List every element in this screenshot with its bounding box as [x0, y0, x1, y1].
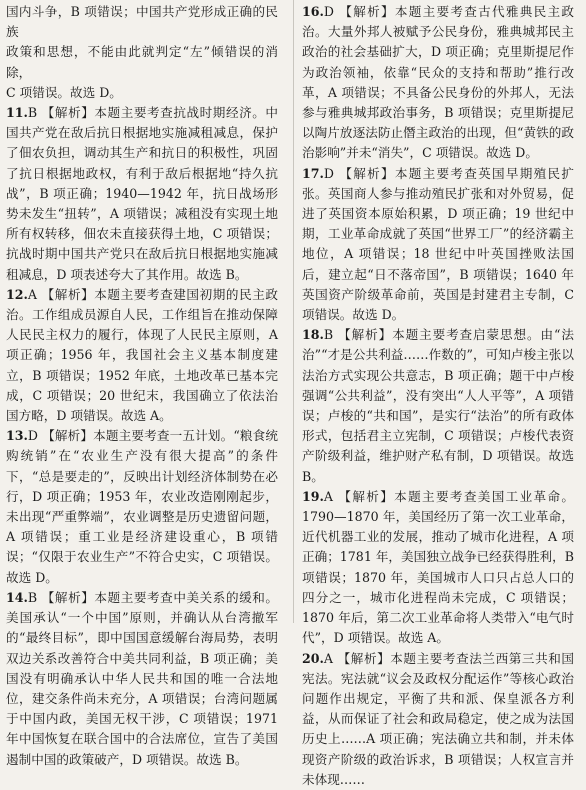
item-answer: B	[27, 105, 38, 121]
continuation-text	[6, 2, 278, 103]
left-column	[6, 2, 278, 770]
answer-item-16	[302, 2, 574, 164]
right-column	[302, 2, 574, 790]
answer-item-17	[302, 164, 574, 326]
item-text: 【解析】本题主要考查古代雅典民主政治。大量外邦人被赋予公民身份，雅典城邦民主政治的社会基础扩大，D 项正确；克里斯提尼作为政治领袖，依靠“民众的支持和帮助”推行改革，A 项错误；不具备公民身份的外邦人，无法参与雅典城邦政治事务，B 项错误；克里斯提尼以陶片放逐法防止僭主政治的出现，但“黄铁的政治影响”并未“消失”，C 项错误。故选 D。	[302, 4, 574, 161]
continuation-line: C 项错误。故选 D。	[6, 84, 122, 100]
item-answer: B	[27, 589, 38, 605]
item-answer: A	[323, 650, 334, 666]
answer-item-14	[6, 588, 278, 770]
item-text: 【解析】本题主要考查建国初期的民主政治。工作组成员源自人民，工作组旨在推动保障人民民主权力的履行，体现了人民民主原则，A 项正确；1956 年，我国社会主义基本制度建立，B 项错误；1952 年底，土地改革已基本完成，C 项错误；20 世纪末，我国确立了依法治国方略，D 项错误。故选 A。	[6, 286, 278, 424]
item-number: 17.	[302, 165, 324, 181]
item-answer: D	[323, 165, 335, 181]
item-number: 14.	[6, 589, 28, 605]
answer-item-18	[302, 325, 574, 487]
item-text: 【解析】本题主要考查中美关系的缓和。美国承认“一个中国”原则，并确认从台湾撤军的“最终目标”，即中国国意缓解台海局势，表明双边关系改善符合中美共同利益，B 项正确；美国没有明确承认中华人民共和国的唯一合法地位，建交条件尚未充分，A 项错误；台湾问题属于中国内政，美国无权干涉，C 项错误；1971 年中国恢复在联合国中的合法席位，宣告了美国遏制中国的政策破产，D 项错误。故选 B。	[6, 589, 279, 767]
answer-item-12	[6, 285, 278, 426]
item-text: 【解析】本题主要考查美国工业革命。1790—1870 年，美国经历了第一次工业革命，近代机器工业的发展，推动了城市化进程，A 项正确；1781 年，美国独立战争已经获得胜利，B 项错误；1870 年，美国城市人口只占总人口的四分之一，城市化进程尚未完成，C 项错误；1870 年后，第二次工业革命将人类带入“电气时代”，D 项错误。故选 A。	[302, 488, 574, 646]
item-number: 19.	[302, 488, 324, 504]
item-number: 12.	[6, 286, 28, 302]
item-number: 11.	[6, 105, 28, 121]
item-text: 【解析】本题主要考查启蒙思想。由“法治”“才是公共利益……作数的”，可知卢梭主张以法治方式实现公共意志，B 项正确；题干中卢梭强调“公共利益”，没有突出“人人平等”，A 项错误；卢梭的“共和国”，是实行“法治”的所有政体形式，包括君主立宪制，C 项错误；卢梭代表资产阶级利益，维护财产私有制，D 项错误。故选 B。	[302, 327, 574, 484]
item-answer: A	[323, 488, 334, 504]
column-divider	[293, 0, 294, 623]
item-answer: B	[323, 327, 334, 343]
item-number: 20.	[302, 650, 324, 666]
item-answer: A	[27, 286, 38, 302]
answer-item-19	[302, 487, 574, 649]
continuation-line: 政策和思想，不能由此就判定“左”倾错误的消除，	[6, 44, 278, 80]
continuation-line: 国内斗争，B 项错误；中国共产党形成正确的民族	[6, 4, 278, 40]
answer-item-11	[6, 103, 278, 285]
answer-item-20	[302, 649, 574, 790]
item-text: 【解析】本题主要考查英国早期殖民扩张。英国商人参与推动殖民扩张和对外贸易，促进了英国资本原始积累，D 项正确；19 世纪中期，工业革命成就了英国“世界工厂”的经济霸主地位，A 项错误；18 世纪中叶英国挫败法国后，建立起“日不落帝国”，B 项错误；1640 年英国资产阶级革命前，英国是封建君主专制，C 项错误。故选 D。	[302, 165, 574, 323]
item-answer: D	[323, 4, 335, 19]
item-text: 【解析】本题主要考查法兰西第三共和国宪法。宪法就“议会及政权分配运作”等核心政治问题作出规定，平衡了共和派、保皇派各方利益，从而保证了社会和政局稳定，使之成为法国历史上……A 项正确；宪法确立共和制，并未体现资产阶级的政治诉求，B 项错误；人权宣言并未体现……	[302, 650, 574, 787]
item-answer: D	[27, 428, 39, 444]
answer-item-13	[6, 426, 278, 588]
item-text: 【解析】本题主要考查抗战时期经济。中国共产党在敌后抗日根据地实施减租减息，保护了佃农负担，调动其生产和抗日的积极性，巩固了抗日根据地政权，有利于敌后根据地“持久抗战”，B 项正确；1940—1942 年，抗日战场形势未发生“扭转”，A 项错误；减租没有实现土地所有权转移，佃农未直接获得土地，C 项错误；抗战时期中国共产党只在敌后抗日根据地实施减租减息，D 项表述夸大了其作用。故选 B。	[6, 105, 279, 282]
item-number: 13.	[6, 428, 28, 444]
item-number: 16.	[302, 4, 324, 19]
item-text: 【解析】本题主要考查一五计划。“粮食统购统销”在“农业生产没有很大提高”的条件下，“总是要走的”，反映出计划经济体制势在必行，D 项正确；1953 年，农业改造刚刚起步，未出现“严重弊端”，农业调整是历史遗留问题，A 项错误；重工业是经济建设重心，B 项错误；“仅限于农业生产”不符合史实，C 项错误。故选 D。	[6, 428, 278, 585]
item-number: 18.	[302, 327, 324, 343]
